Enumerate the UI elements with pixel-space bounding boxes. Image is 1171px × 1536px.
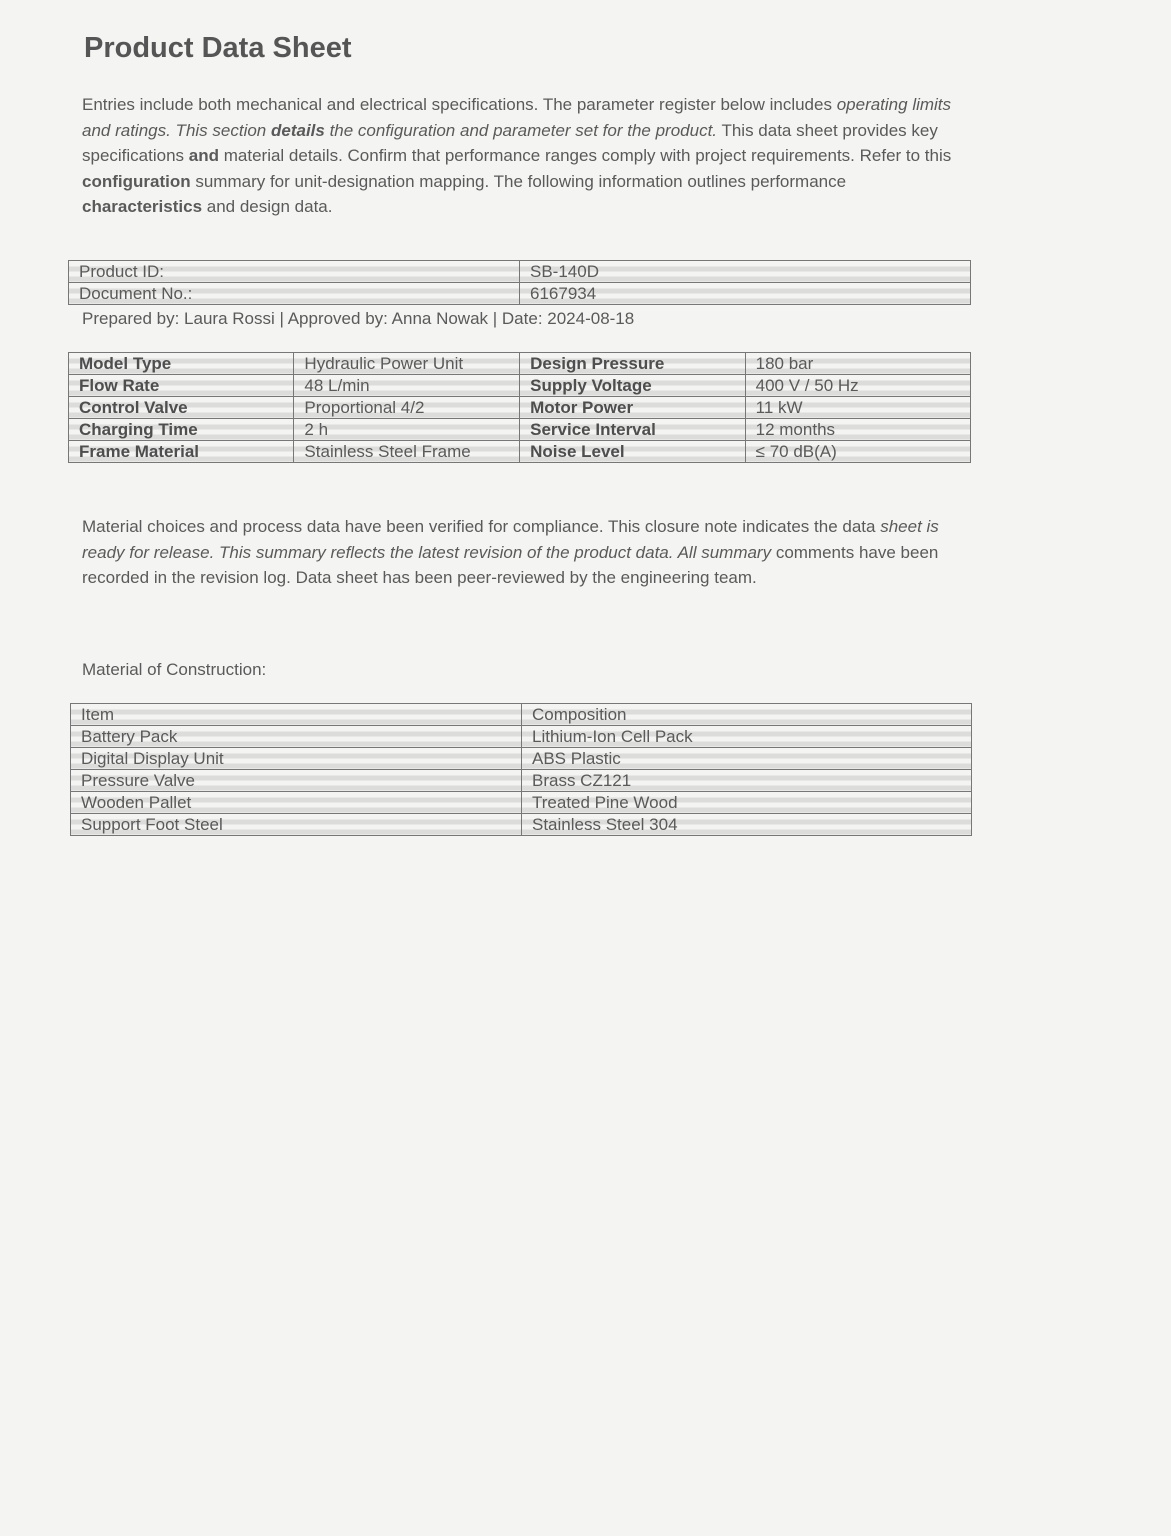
spec-label: Noise Level [520,441,746,463]
spec-value: 180 bar [745,353,970,375]
material-item: Support Foot Steel [71,814,522,836]
material-composition: Stainless Steel 304 [522,814,972,836]
product-id-label: Product ID: [69,261,520,283]
document-no-value: 6167934 [520,283,971,305]
specification-table [68,352,971,463]
intro-text-1: Entries include both mechanical and electrical specifications. The parameter register below includes [82,95,837,114]
intro-text-10: characteristics [82,197,203,216]
intro-text-7: material details. Confirm that performance ranges comply with project requirements. Refer to this [219,146,952,165]
intro-text-3: details [270,120,325,140]
spec-value: 48 L/min [294,375,520,397]
material-item: Digital Display Unit [71,748,522,770]
material-composition: Treated Pine Wood [522,792,972,814]
intro-text-9: summary for unit-designation mapping. The following information outlines performance [190,171,847,191]
spec-label: Model Type [69,353,294,375]
table-row [71,748,972,770]
table-row [71,770,972,792]
spec-label: Frame Material [69,441,294,463]
spec-label: Supply Voltage [520,375,746,397]
material-item: Pressure Valve [71,770,522,792]
spec-value: ≤ 70 dB(A) [745,441,970,463]
spec-label: Control Valve [69,397,294,419]
table-row [71,726,972,748]
spec-label: Service Interval [520,419,746,441]
closing-text-2: sheet is ready for release. This summary reflects the latest revision of the product data. All summary [82,517,939,562]
closing-text-1: Material choices and process data have been verified for compliance. This closure note indicates the data [82,517,881,536]
page-title: Product Data Sheet [84,32,352,64]
material-composition: Lithium-Ion Cell Pack [522,726,972,748]
intro-text-2: operating limits and ratings. This section [82,95,952,140]
table-row [69,353,971,375]
spec-value: 400 V / 50 Hz [745,375,970,397]
material-composition: ABS Plastic [522,748,972,770]
spec-value: 11 kW [745,397,970,419]
intro-text-5: This data sheet provides key specifications [82,120,938,165]
intro-text-4: the configuration and parameter set for the product. [324,120,718,140]
table-row [69,261,971,283]
column-header-composition: Composition [522,704,972,726]
spec-label: Charging Time [69,419,294,441]
table-row [69,441,971,463]
spec-value: 12 months [745,419,970,441]
spec-value: Proportional 4/2 [294,397,520,419]
spec-value: Hydraulic Power Unit [294,353,520,375]
table-row [69,419,971,441]
spec-value: 2 h [294,419,520,441]
column-header-item: Item [71,704,522,726]
spec-label: Flow Rate [69,375,294,397]
intro-text-6: and [188,146,220,165]
material-item: Wooden Pallet [71,792,522,814]
table-row [69,375,971,397]
table-row [71,814,972,836]
closing-paragraph [82,514,962,591]
spec-value: Stainless Steel Frame [294,441,520,463]
prepared-by-line: Prepared by: Laura Rossi | Approved by: Anna Nowak | Date: 2024-08-18 [82,309,635,328]
materials-table [70,703,972,836]
spec-label: Motor Power [520,397,746,419]
intro-text-8: configuration [82,171,191,191]
product-id-value: SB-140D [520,261,971,283]
closing-text-3: comments have been recorded in the revision log. Data sheet has been peer-reviewed by the engineering team. [82,542,939,587]
table-header-row [71,704,972,726]
table-row [69,397,971,419]
material-item: Battery Pack [71,726,522,748]
intro-paragraph [82,92,962,220]
table-row [71,792,972,814]
table-row [69,283,971,305]
document-no-label: Document No.: [69,283,520,305]
materials-heading: Material of Construction: [82,660,267,679]
spec-label: Design Pressure [520,353,746,375]
intro-text-11: and design data. [202,197,333,216]
material-composition: Brass CZ121 [522,770,972,792]
document-meta-table [68,260,971,305]
